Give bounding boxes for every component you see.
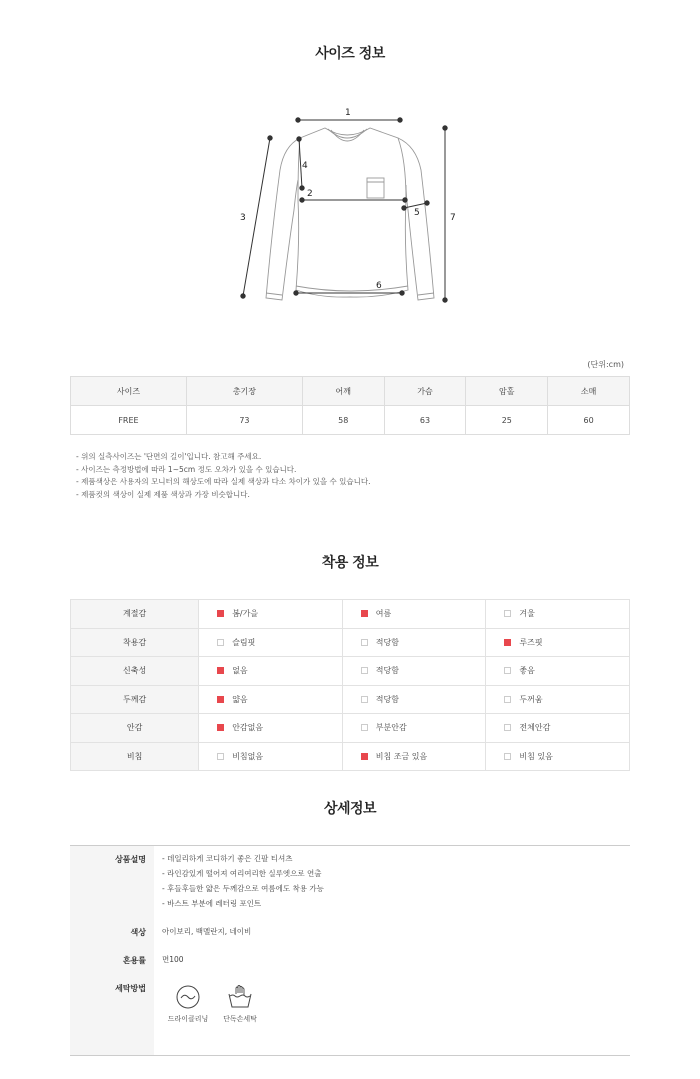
fit-option-label: 적당함 [375,694,399,704]
fit-option [199,685,343,714]
fit-option-label: 적당함 [375,666,399,676]
fit-option-label: 루즈핏 [519,637,543,647]
fit-info-title: 착용 정보 [321,555,379,571]
detail-info-title: 상세정보 [323,801,377,817]
size-header-cell: 어깨 [302,377,384,406]
diagram-label-4: 4 [302,161,308,171]
diagram-label-1: 1 [345,108,351,118]
description-line: - 라인감있게 떨어져 여리여리한 실루엣으로 연출 [162,869,322,878]
size-table [70,376,630,435]
table-row [71,406,630,435]
checked-box-icon [217,696,224,703]
detail-label-column [70,846,154,1055]
fit-option [486,600,630,629]
fit-option [342,600,486,629]
detail-table [70,845,630,1056]
size-cell: 25 [466,406,548,435]
fit-row-label: 착용감 [71,628,199,657]
unit-label: (단위:cm) [587,360,624,369]
wash-item-dry-clean [164,984,212,1024]
description-line: - 바스트 부분에 레터링 포인트 [162,899,262,908]
checked-box-icon [504,639,511,646]
fit-option-label: 부분안감 [375,723,407,733]
table-row [71,685,630,714]
unchecked-box-icon [504,610,511,617]
fit-row-label: 안감 [71,714,199,743]
fit-option [342,628,486,657]
diagram-label-6: 6 [376,281,382,291]
checked-box-icon [217,724,224,731]
fit-option [342,714,486,743]
unchecked-box-icon [504,696,511,703]
unchecked-box-icon [504,667,511,674]
fit-option [199,714,343,743]
size-header-cell: 사이즈 [71,377,187,406]
unchecked-box-icon [504,753,511,760]
fit-row-label: 두께감 [71,685,199,714]
size-header-cell: 총기장 [186,377,302,406]
note-line: - 제품색상은 사용자의 모니터의 해상도에 따라 실제 색상과 다소 차이가 있을 수 있습니다. [76,477,371,486]
checked-box-icon [217,667,224,674]
size-cell: 60 [548,406,630,435]
size-notes [76,451,371,501]
fit-option-label: 비침 있음 [519,751,553,761]
color-value: 아이보리, 백멜란지, 네이비 [162,927,252,936]
unchecked-box-icon [361,696,368,703]
fit-option-label: 여름 [375,609,392,619]
description-list [162,851,324,911]
color-label: 색상 [130,928,146,937]
garment-measurement-diagram [230,100,470,310]
checked-box-icon [217,610,224,617]
table-row [71,600,630,629]
fit-option [199,742,343,771]
fit-option-label: 봄/가을 [232,609,259,619]
wash-item-text: 드라이클리닝 [167,1015,209,1023]
material-label: 혼용률 [122,956,146,965]
fit-option [342,742,486,771]
hand-wash-icon [227,984,253,1010]
table-row [71,714,630,743]
table-row [71,628,630,657]
diagram-label-7: 7 [450,213,456,223]
unchecked-box-icon [361,667,368,674]
table-row [71,657,630,686]
wash-item-hand-wash [220,984,260,1024]
material-value: 면100 [162,955,184,964]
checked-box-icon [361,753,368,760]
size-cell: 58 [302,406,384,435]
fit-option-label: 안감없음 [232,723,264,733]
fit-option [342,657,486,686]
wash-label: 세탁방법 [115,984,146,993]
fit-option-label: 비침 조금 있음 [375,751,428,761]
unchecked-box-icon [217,753,224,760]
diagram-label-5: 5 [414,208,420,218]
fit-option [486,685,630,714]
size-header-cell: 소매 [548,377,630,406]
note-line: - 위의 실측사이즈는 '단면의 길이'입니다. 참고해 주세요. [76,452,262,461]
table-row [71,742,630,771]
description-line: - 후들후들한 얇은 두께감으로 여름에도 착용 가능 [162,884,324,893]
note-line: - 제품컷의 색상이 실제 제품 색상과 가장 비슷합니다. [76,489,250,499]
fit-option-label: 비침없음 [232,751,264,761]
diagram-label-2: 2 [307,189,313,199]
size-table-header-row [71,377,630,406]
fit-option [486,714,630,743]
size-cell: 63 [384,406,466,435]
fit-option-label: 전체안감 [519,723,551,733]
description-label: 상품설명 [115,855,146,864]
fit-option-label: 슬림핏 [232,637,256,647]
unchecked-box-icon [217,639,224,646]
fit-option [486,742,630,771]
fit-option [486,628,630,657]
fit-table [70,599,630,771]
diagram-label-3: 3 [240,213,246,223]
fit-option [342,685,486,714]
fit-option [199,628,343,657]
fit-option-label: 얇음 [232,694,248,704]
fit-row-label: 계절감 [71,600,199,629]
fit-option [199,600,343,629]
fit-option-label: 겨울 [519,609,535,619]
unchecked-box-icon [361,639,368,646]
note-line: - 사이즈는 측정방법에 따라 1~5cm 정도 오차가 있을 수 있습니다. [76,464,297,474]
size-cell: FREE [71,406,187,435]
fit-option-label: 좋음 [519,666,535,676]
wash-item-text: 단독손세탁 [223,1015,257,1023]
size-cell: 73 [186,406,302,435]
unchecked-box-icon [361,724,368,731]
checked-box-icon [361,610,368,617]
fit-option-label: 두꺼움 [519,694,543,704]
fit-row-label: 비침 [71,742,199,771]
fit-option [199,657,343,686]
description-line: - 데일리하게 코디하기 좋은 긴팔 티셔츠 [162,854,293,863]
fit-option-label: 적당함 [375,637,399,647]
unchecked-box-icon [504,724,511,731]
size-header-cell: 가슴 [384,377,466,406]
fit-row-label: 신축성 [71,657,199,686]
fit-option-label: 없음 [232,666,248,676]
size-header-cell: 암홀 [466,377,548,406]
dry-clean-icon [175,984,201,1010]
size-info-title: 사이즈 정보 [315,46,385,62]
fit-option [486,657,630,686]
